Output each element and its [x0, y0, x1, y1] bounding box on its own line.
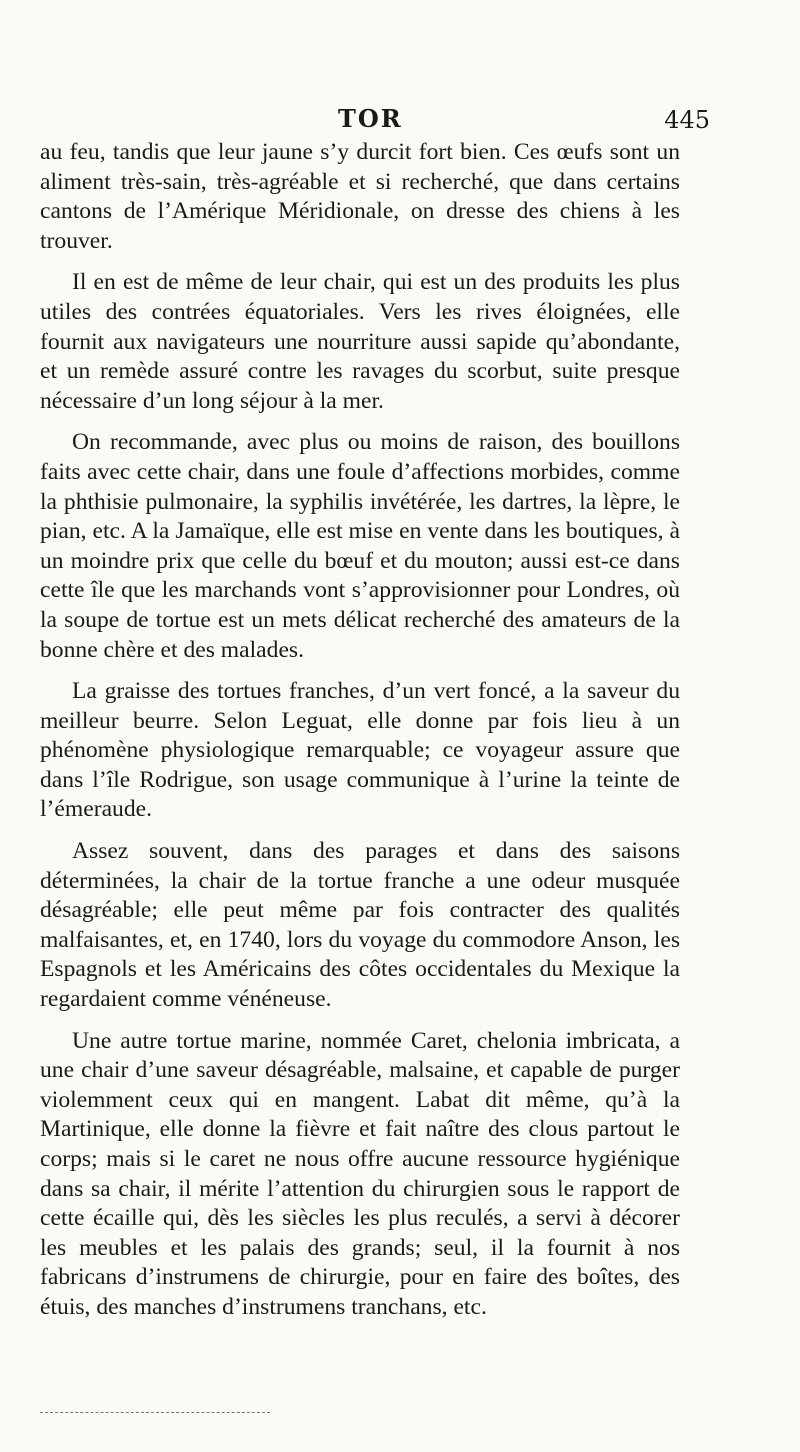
paragraph: Assez souvent, dans des parages et dans des saisons déterminées, la chair de la tortue franche a une odeur musquée désagréable; elle peut même par fois contracter des qualités malfaisantes, et, en 1740, lors du voyage du commodore Anson, les Espagnols et les Américains des côtes occidentales du Mexique la regardaient comme vénéneuse. — [40, 838, 680, 1013]
body-text — [40, 138, 680, 1335]
paragraph: Une autre tortue marine, nommée Caret, chelonia imbricata, a une chair d’une saveur désagréable, malsaine, et capable de purger violemment ceux qui en mangent. Labat dit même, qu’à la Martinique, elle donne la fièvre et fait naître des clous partout le corps; mais si le caret ne nous offre aucune ressource hygiénique dans sa chair, il mérite l’attention du chirurgien sous le rapport de cette écaille qui, dès les siècles les plus reculés, a servi à décorer les meubles et les palais des grands; seul, il la fournit à nos fabricans d’instrumens de chirurgie, pour en faire des boîtes, des étuis, des manches d’instrumens tranchans, etc. — [40, 1027, 680, 1320]
running-head — [40, 104, 710, 134]
paragraph-continuation: au feu, tandis que leur jaune s’y durcit fort bien. Ces œufs sont un aliment très-sain, très-agréable et si recherché, que dans certains cantons de l’Amérique Méridionale, on dresse des chiens à les trouver. — [40, 139, 680, 254]
paragraph: La graisse des tortues franches, d’un vert foncé, a la saveur du meilleur beurre. Selon Leguat, elle donne par fois lieu à un phénomène physiologique remarquable; ce voyageur assure que dans l’île Rodrigue, son usage communique à l’urine la teinte de l’émeraude. — [40, 678, 680, 823]
page-number: 445 — [664, 106, 710, 134]
paragraph: On recommande, avec plus ou moins de raison, des bouillons faits avec cette chair, dans une foule d’affections morbides, comme la phthisie pulmonaire, la syphilis invétérée, les dartres, la lèpre, le pian, etc. A la Jamaïque, elle est mise en vente dans les boutiques, à un moindre prix que celle du bœuf et du mouton; aussi est-ce dans cette île que les marchands vont s’approvisionner pour Londres, où la soupe de tortue est un mets délicat recherché des amateurs de la bonne chère et des malades. — [40, 429, 680, 663]
footer-rule — [40, 1412, 270, 1413]
paragraph: Il en est de même de leur chair, qui est un des produits les plus utiles des contrées équatoriales. Vers les rives éloignées, elle fournit aux navigateurs une nourriture aussi sapide qu’abondante, et un remède assuré contre les ravages du scorbut, suite presque nécessaire d’un long séjour à la mer. — [40, 269, 680, 414]
running-title: TOR — [338, 104, 403, 133]
